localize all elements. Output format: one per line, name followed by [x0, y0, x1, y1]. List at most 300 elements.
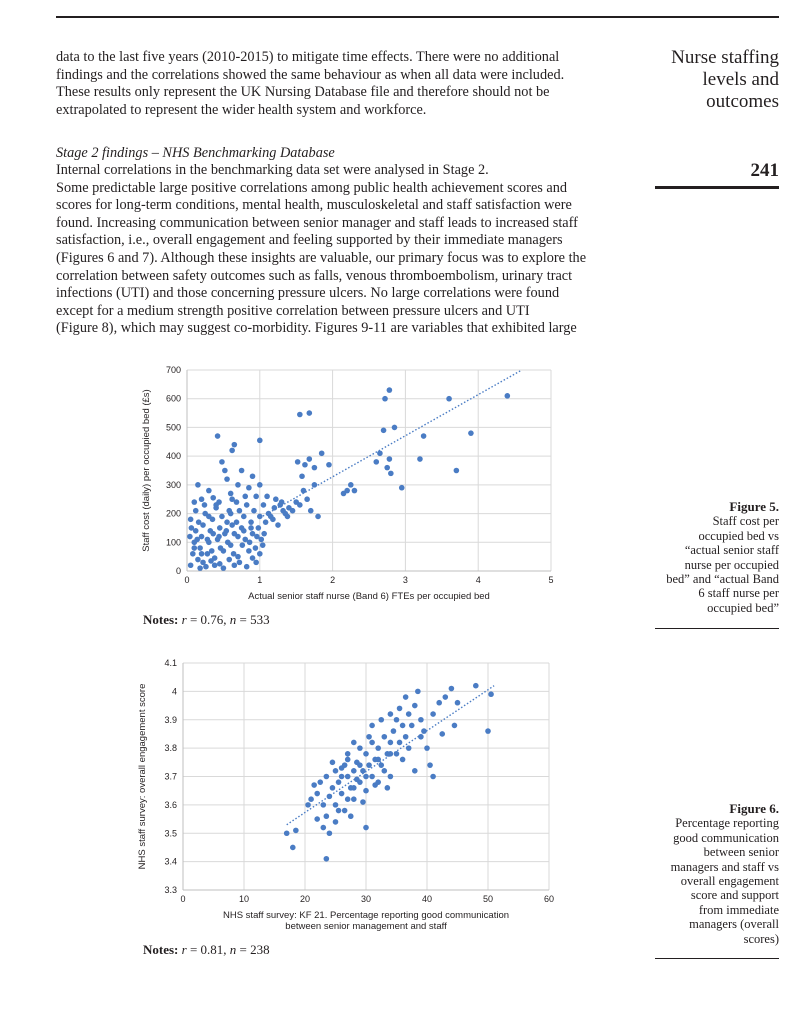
y-tick-label: 4.1: [164, 658, 177, 668]
data-point: [330, 760, 336, 766]
data-point: [240, 542, 246, 548]
y-tick-label: 0: [175, 566, 181, 576]
data-point: [229, 448, 235, 454]
data-point: [217, 561, 223, 567]
data-point: [351, 768, 357, 774]
text-line: infections (UTI) and those concerning pressure ulcers. No large correlations were found: [56, 285, 560, 302]
x-tick-label: 50: [482, 894, 494, 904]
caption-line: managers and staff vs: [670, 859, 779, 874]
data-point: [308, 796, 314, 802]
data-point: [351, 785, 357, 791]
data-point: [222, 468, 228, 474]
data-point: [382, 768, 388, 774]
x-tick-label: 3: [402, 575, 408, 585]
caption-line: Percentage reporting: [675, 816, 779, 831]
data-point: [369, 723, 375, 729]
data-point: [412, 768, 418, 774]
data-point: [264, 494, 270, 500]
data-point: [412, 703, 418, 709]
data-point: [314, 816, 320, 822]
data-point: [330, 785, 336, 791]
data-point: [215, 433, 221, 439]
data-point: [312, 465, 318, 471]
y-axis-label: Staff cost (daily) per occupied bed (£s): [141, 389, 152, 552]
paragraph-2: [56, 162, 644, 338]
data-point: [394, 717, 400, 723]
x-axis-label: NHS staff survey: KF 21. Percentage reporting good communication: [222, 910, 510, 921]
data-point: [305, 802, 311, 808]
data-point: [388, 740, 394, 746]
data-point: [384, 465, 390, 471]
running-title-line: outcomes: [706, 91, 779, 112]
data-point: [324, 774, 330, 780]
data-point: [189, 525, 195, 531]
data-point: [385, 785, 391, 791]
data-point: [488, 691, 494, 697]
data-point: [202, 502, 208, 508]
data-point: [248, 519, 254, 525]
data-point: [406, 745, 412, 751]
data-point: [403, 694, 409, 700]
text-line: scores for long-term conditions, mental health, musculoskeletal and staff satisfaction were: [56, 197, 572, 214]
data-point: [308, 508, 314, 514]
data-point: [270, 517, 276, 523]
data-point: [400, 723, 406, 729]
data-point: [246, 485, 252, 491]
data-point: [257, 514, 263, 520]
data-point: [199, 551, 205, 557]
data-point: [196, 519, 202, 525]
data-point: [382, 396, 388, 402]
data-point: [187, 534, 193, 540]
figure-6-chart: [0, 653, 590, 938]
y-tick-label: 4: [171, 686, 177, 697]
data-point: [339, 791, 345, 797]
y-tick-label: 3.6: [164, 799, 177, 810]
data-point: [345, 774, 351, 780]
notes-label: Notes:: [143, 612, 179, 627]
text-line: extrapolated to represent the wider health system and workforce.: [56, 101, 427, 118]
data-point: [235, 482, 241, 488]
data-point: [197, 565, 203, 571]
data-point: [228, 491, 234, 497]
data-point: [224, 476, 230, 482]
caption-line: occupied bed”: [707, 600, 779, 615]
data-point: [348, 482, 354, 488]
data-point: [352, 488, 358, 494]
data-point: [221, 565, 227, 571]
data-point: [430, 711, 436, 717]
running-title: [639, 47, 779, 113]
data-point: [297, 412, 303, 418]
data-point: [399, 485, 405, 491]
caption-rule: [655, 958, 779, 959]
figure-5-notes: [143, 612, 270, 628]
data-point: [244, 564, 250, 570]
text-line: (Figures 6 and 7). Although these insights are valuable, our primary focus was to explore the: [56, 249, 587, 266]
figure-5-chart: [0, 360, 590, 610]
data-point: [319, 450, 325, 456]
data-point: [333, 802, 339, 808]
data-point: [199, 496, 205, 502]
notes-label: Notes:: [143, 942, 179, 957]
x-tick-label: 20: [299, 894, 311, 904]
data-point: [455, 700, 461, 706]
data-point: [244, 502, 250, 508]
text-line: correlation between safety outcomes such as falls, venous thromboembolism, urinary tract: [56, 267, 573, 284]
data-point: [256, 525, 262, 531]
y-tick-label: 3.5: [164, 828, 177, 839]
text-line: Internal correlations in the benchmarking data set were analysed in Stage 2.: [56, 162, 489, 178]
data-point: [403, 734, 409, 740]
data-point: [290, 508, 296, 514]
data-point: [339, 774, 345, 780]
data-point: [234, 499, 240, 505]
data-point: [237, 508, 243, 514]
data-point: [302, 462, 308, 468]
data-point: [400, 757, 406, 763]
data-point: [369, 740, 375, 746]
data-point: [326, 462, 332, 468]
data-point: [261, 502, 267, 508]
data-point: [299, 473, 305, 479]
data-point: [430, 774, 436, 780]
data-point: [263, 519, 269, 525]
data-point: [191, 545, 197, 551]
data-point: [219, 514, 225, 520]
data-point: [219, 459, 225, 465]
data-point: [232, 442, 238, 448]
data-point: [195, 482, 201, 488]
text-line: findings and the correlations showed the same behaviour as when all data were included.: [56, 66, 565, 83]
data-point: [216, 534, 222, 540]
y-tick-label: 500: [165, 422, 181, 433]
y-tick-label: 100: [165, 537, 181, 548]
data-point: [373, 459, 379, 465]
data-point: [388, 711, 394, 717]
figure-label: Figure 6.: [729, 801, 779, 816]
data-point: [246, 548, 252, 554]
data-point: [363, 788, 369, 794]
data-point: [218, 545, 224, 551]
data-point: [205, 537, 211, 543]
y-tick-label: 600: [165, 393, 181, 404]
data-point: [203, 564, 209, 570]
data-point: [344, 488, 350, 494]
data-point: [188, 517, 194, 523]
data-point: [363, 751, 369, 757]
text-line: found. Increasing communication between senior manager and staff leads to increased staff: [56, 214, 578, 231]
data-point: [307, 410, 313, 416]
data-point: [273, 496, 279, 502]
data-point: [388, 471, 394, 477]
data-point: [351, 796, 357, 802]
caption-line: from immediate: [698, 902, 779, 917]
x-tick-label: 0: [180, 894, 186, 904]
y-tick-label: 700: [165, 365, 181, 375]
top-rule: [56, 16, 779, 18]
data-point: [505, 393, 511, 399]
data-point: [311, 782, 317, 788]
data-point: [357, 762, 363, 768]
notes-n-symbol: n: [229, 612, 237, 627]
y-axis-label: NHS staff survey: overall engagement score: [137, 683, 148, 870]
data-point: [290, 845, 296, 851]
data-point: [345, 796, 351, 802]
data-point: [248, 525, 254, 531]
data-point: [377, 450, 383, 456]
data-point: [272, 505, 278, 511]
data-point: [206, 488, 212, 494]
data-point: [397, 706, 403, 712]
data-point: [473, 683, 479, 689]
figure-5-caption: [651, 500, 779, 615]
data-point: [454, 468, 460, 474]
data-point: [242, 494, 248, 500]
data-point: [417, 456, 423, 462]
x-tick-label: 40: [421, 894, 433, 904]
data-point: [382, 734, 388, 740]
data-point: [257, 551, 263, 557]
data-point: [324, 856, 330, 862]
data-point: [336, 808, 342, 814]
text-line: except for a medium strength positive correlation between pressure ulcers and UTI: [56, 302, 530, 319]
data-point: [366, 734, 372, 740]
data-point: [415, 689, 421, 695]
data-point: [275, 522, 281, 528]
data-point: [241, 514, 247, 520]
data-point: [360, 799, 366, 805]
data-point: [421, 433, 427, 439]
data-point: [190, 551, 196, 557]
caption-line: score and support: [690, 888, 779, 903]
x-tick-label: 4: [475, 575, 481, 585]
text-line: Some predictable large positive correlations among public health achievement scores and: [56, 179, 568, 196]
data-point: [391, 728, 397, 734]
data-point: [443, 694, 449, 700]
data-point: [224, 528, 230, 534]
data-point: [324, 813, 330, 819]
y-tick-label: 3.3: [164, 885, 177, 895]
data-point: [387, 387, 393, 393]
data-point: [210, 495, 216, 501]
caption-rule: [655, 628, 779, 629]
caption-line: good communication: [673, 830, 779, 845]
notes-n-value: = 238: [236, 942, 270, 957]
figure-label: Figure 5.: [729, 499, 779, 514]
figure-6-notes: [143, 942, 270, 958]
text-line: These results only represent the UK Nursing Database file and therefore should not be: [56, 84, 550, 101]
caption-line: managers (overall: [689, 917, 779, 932]
data-point: [253, 560, 259, 566]
data-point: [439, 731, 445, 737]
data-point: [333, 768, 339, 774]
data-point: [194, 537, 200, 543]
x-axis-label: Actual senior staff nurse (Band 6) FTEs per occupied bed: [248, 591, 490, 602]
caption-line: “actual senior staff: [684, 543, 779, 558]
data-point: [342, 808, 348, 814]
section-heading: Stage 2 findings – NHS Benchmarking Database: [56, 145, 335, 161]
data-point: [392, 425, 398, 431]
data-point: [284, 830, 290, 836]
data-point: [212, 555, 218, 561]
y-tick-label: 3.4: [164, 856, 177, 867]
data-point: [253, 545, 259, 551]
data-point: [297, 502, 303, 508]
data-point: [293, 828, 299, 834]
y-tick-label: 200: [165, 508, 181, 519]
data-point: [345, 751, 351, 757]
data-point: [209, 548, 215, 554]
data-point: [212, 562, 218, 568]
data-point: [250, 473, 256, 479]
data-point: [397, 740, 403, 746]
caption-line: scores): [743, 931, 779, 946]
data-point: [317, 779, 323, 785]
caption-line: overall engagement: [680, 874, 779, 889]
figure-6-caption: [651, 802, 779, 946]
y-tick-label: 3.9: [164, 714, 177, 725]
data-point: [372, 782, 378, 788]
data-point: [345, 757, 351, 763]
data-point: [307, 456, 313, 462]
page-number: 241: [750, 160, 779, 181]
data-point: [226, 557, 232, 563]
text-line: (Figure 8), which may suggest co-morbidity. Figures 9-11 are variables that exhibited large: [56, 320, 577, 337]
data-point: [295, 459, 301, 465]
text-line: data to the last five years (2010-2015) to mitigate time effects. There were no additional: [56, 49, 560, 65]
data-point: [216, 499, 222, 505]
data-point: [197, 545, 203, 551]
data-point: [225, 539, 231, 545]
data-point: [321, 802, 327, 808]
data-point: [228, 511, 234, 517]
data-point: [314, 791, 320, 797]
text-line: satisfaction, i.e., overall engagement and feeling supported by their immediate managers: [56, 232, 563, 249]
data-point: [424, 745, 430, 751]
caption-line: bed” and “actual Band: [666, 572, 779, 587]
data-point: [375, 745, 381, 751]
y-tick-label: 3.8: [164, 743, 177, 754]
data-point: [342, 762, 348, 768]
x-tick-label: 30: [360, 894, 372, 904]
caption-line: occupied bed vs: [698, 528, 779, 543]
data-point: [427, 762, 433, 768]
caption-line: 6 staff nurse per: [698, 586, 779, 601]
x-tick-label: 2: [330, 575, 336, 585]
notes-r-symbol: r: [181, 612, 187, 627]
paragraph-1: [56, 49, 644, 119]
data-point: [210, 531, 216, 537]
data-point: [388, 774, 394, 780]
data-point: [235, 534, 241, 540]
notes-r-value: = 0.81,: [186, 942, 230, 957]
data-point: [237, 560, 243, 566]
running-title-line: levels and: [702, 69, 779, 90]
data-point: [217, 525, 223, 531]
data-point: [449, 686, 455, 692]
data-point: [250, 555, 256, 561]
data-point: [188, 562, 194, 568]
y-tick-label: 300: [165, 479, 181, 490]
data-point: [418, 717, 424, 723]
data-point: [381, 428, 387, 434]
data-point: [312, 482, 318, 488]
data-point: [285, 514, 291, 520]
data-point: [257, 438, 263, 444]
caption-line: between senior: [703, 845, 779, 860]
data-point: [378, 717, 384, 723]
notes-n-value: = 533: [236, 612, 270, 627]
data-point: [446, 396, 452, 402]
data-point: [232, 562, 238, 568]
data-point: [333, 819, 339, 825]
data-point: [351, 740, 357, 746]
data-point: [193, 508, 199, 514]
page-number-rule: [655, 186, 779, 189]
data-point: [241, 528, 247, 534]
data-point: [369, 774, 375, 780]
data-point: [251, 508, 257, 514]
data-point: [436, 700, 442, 706]
x-tick-label: 60: [543, 894, 555, 904]
data-point: [231, 551, 237, 557]
y-tick-label: 3.7: [164, 771, 177, 782]
data-point: [206, 514, 212, 520]
x-axis-label: between senior management and staff: [285, 921, 447, 932]
x-tick-label: 5: [548, 575, 554, 585]
data-point: [363, 825, 369, 831]
y-tick-label: 400: [165, 451, 181, 462]
data-point: [229, 522, 235, 528]
data-point: [406, 711, 412, 717]
notes-n-symbol: n: [229, 942, 237, 957]
data-point: [239, 468, 245, 474]
data-point: [261, 531, 267, 537]
data-point: [485, 728, 491, 734]
data-point: [387, 456, 393, 462]
data-point: [247, 539, 253, 545]
data-point: [363, 774, 369, 780]
running-title-line: Nurse staffing: [671, 47, 779, 68]
x-tick-label: 1: [257, 575, 263, 585]
data-point: [452, 723, 458, 729]
data-point: [321, 825, 327, 831]
caption-line: nurse per occupied: [684, 557, 779, 572]
data-point: [336, 779, 342, 785]
data-point: [191, 499, 197, 505]
data-point: [257, 482, 263, 488]
x-tick-label: 10: [238, 894, 250, 904]
data-point: [357, 745, 363, 751]
data-point: [468, 430, 474, 436]
data-point: [195, 557, 201, 563]
data-point: [304, 496, 310, 502]
data-point: [348, 813, 354, 819]
data-point: [409, 723, 415, 729]
x-tick-label: 0: [184, 575, 190, 585]
notes-r-value: = 0.76,: [186, 612, 230, 627]
data-point: [280, 508, 286, 514]
data-point: [366, 762, 372, 768]
data-point: [327, 830, 333, 836]
data-point: [260, 542, 266, 548]
caption-line: Staff cost per: [712, 514, 779, 529]
data-point: [224, 519, 230, 525]
notes-r-symbol: r: [181, 942, 187, 957]
data-point: [315, 514, 321, 520]
data-point: [253, 494, 259, 500]
